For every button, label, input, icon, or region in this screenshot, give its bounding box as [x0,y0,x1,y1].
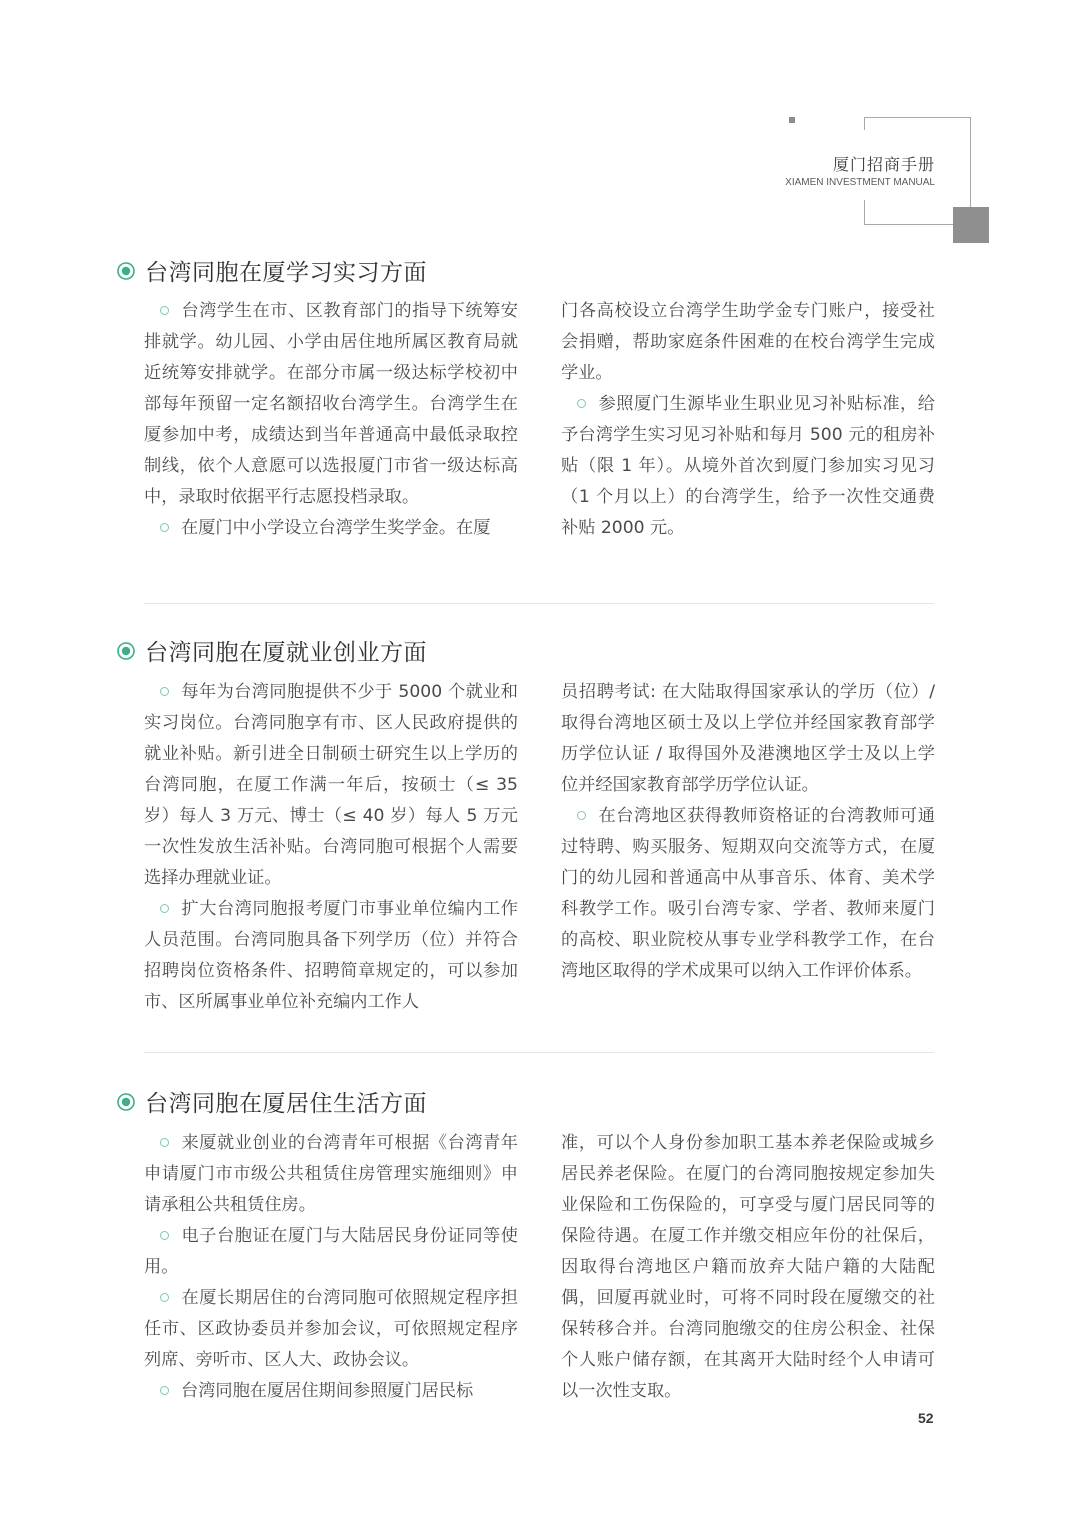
paragraph-text: 在台湾地区获得教师资格证的台湾教师可通过特聘、购买服务、短期双向交流等方式，在厦门的幼儿园和普通高中从事音乐、体育、美术学科教学工作。吸引台湾专家、学者、教师来厦门的高校、职业院校从事专业学科教学工作，在台湾地区取得的学术成果可以纳入工作评价体系。 [561,806,935,981]
paragraph-text: 在厦门中小学设立台湾学生奖学金。在厦 [181,518,491,538]
target-icon [116,261,136,281]
bullet-circle-icon [577,399,586,408]
paragraph [144,1283,518,1376]
right-column [561,296,935,544]
paragraph-text: 准，可以个人身份参加职工基本养老保险或城乡居民养老保险。在厦门的台湾同胞按规定参加失业保险和工伤保险的，可享受与厦门居民同等的保险待遇。在厦工作并缴交相应年份的社保后，因取得台湾地区户籍而放弃大陆户籍的大陆配偶，回厦再就业时，可将不同时段在厦缴交的社保转移合并。台湾同胞缴交的住房公积金、社保个人账户储存额，在其离开大陆时经个人申请可以一次性支取。 [561,1133,935,1401]
bullet-circle-icon [160,687,169,696]
section-heading [116,1085,427,1118]
bullet-circle-icon [160,1138,169,1147]
paragraph [561,677,935,801]
paragraph-text: 台湾学生在市、区教育部门的指导下统筹安排就学。幼儿园、小学由居住地所属区教育局就近统筹安排就学。在部分市属一级达标学校初中部每年预留一定名额招收台湾学生。台湾学生在厦参加中考，成绩达到当年普通高中最低录取控制线，依个人意愿可以选报厦门市省一级达标高中，录取时依据平行志愿投档录取。 [144,301,518,507]
paragraph [144,1221,518,1283]
right-column [561,677,935,987]
left-column [144,677,518,1018]
section-heading [116,634,427,667]
left-column [144,1128,518,1407]
paragraph [144,513,518,544]
paragraph [144,1128,518,1221]
paragraph [561,801,935,987]
paragraph [144,894,518,1018]
target-icon [116,641,136,661]
section-divider [144,1052,934,1053]
paragraph-text: 参照厦门生源毕业生职业见习补贴标准，给予台湾学生实习见习补贴和每月 500 元的租房补贴（限 1 年）。从境外首次到厦门参加实习见习（1 个月以上）的台湾学生，给予一次性交通费补贴 2000 元。 [561,394,935,538]
section-title: 台湾同胞在厦居住生活方面 [145,1091,427,1117]
section-divider [144,603,934,604]
section-heading [116,254,427,287]
paragraph-text: 员招聘考试: 在大陆取得国家承认的学历（位）/ 取得台湾地区硕士及以上学位并经国家教育部学历学位认证 / 取得国外及港澳地区学士及以上学位并经国家教育部学历学位认证。 [561,682,935,795]
paragraph-text: 扩大台湾同胞报考厦门市事业单位编内工作人员范围。台湾同胞具备下列学历（位）并符合招聘岗位资格条件、招聘简章规定的，可以参加市、区所属事业单位补充编内工作人 [144,899,518,1012]
bullet-circle-icon [160,1293,169,1302]
bullet-circle-icon [160,523,169,532]
bullet-circle-icon [160,904,169,913]
paragraph [561,296,935,389]
left-column [144,296,518,544]
header-subtitle: XIAMEN INVESTMENT MANUAL [785,177,935,188]
header-title: 厦门招商手册 [832,155,935,174]
paragraph-text: 台湾同胞在厦居住期间参照厦门居民标 [181,1381,474,1401]
bullet-circle-icon [160,1231,169,1240]
paragraph [561,1128,935,1407]
right-column [561,1128,935,1407]
bullet-circle-icon [160,306,169,315]
section-title: 台湾同胞在厦学习实习方面 [145,260,427,286]
paragraph-text: 来厦就业创业的台湾青年可根据《台湾青年申请厦门市市级公共租赁住房管理实施细则》申请承租公共租赁住房。 [144,1133,518,1215]
paragraph-text: 每年为台湾同胞提供不少于 5000 个就业和实习岗位。台湾同胞享有市、区人民政府提供的就业补贴。新引进全日制硕士研究生以上学历的台湾同胞，在厦工作满一年后，按硕士（≤ 35 岁）每人 3 万元、博士（≤ 40 岁）每人 5 万元一次性发放生活补贴。台湾同胞可根据个人需要选择办理就业证。 [144,682,518,888]
header-gray-block [953,207,989,243]
paragraph [144,677,518,894]
bullet-circle-icon [577,811,586,820]
paragraph [144,1376,518,1407]
header-decor-square [789,117,795,123]
paragraph [561,389,935,544]
paragraph-text: 门各高校设立台湾学生助学金专门账户，接受社会捐赠，帮助家庭条件困难的在校台湾学生完成学业。 [561,301,935,383]
page-number: 52 [918,1410,934,1426]
paragraph [144,296,518,513]
bullet-circle-icon [160,1386,169,1395]
paragraph-text: 在厦长期居住的台湾同胞可依照规定程序担任市、区政协委员并参加会议，可依照规定程序列席、旁听市、区人大、政协会议。 [144,1288,518,1370]
target-icon [116,1092,136,1112]
section-title: 台湾同胞在厦就业创业方面 [145,640,427,666]
paragraph-text: 电子台胞证在厦门与大陆居民身份证同等使用。 [144,1226,518,1277]
